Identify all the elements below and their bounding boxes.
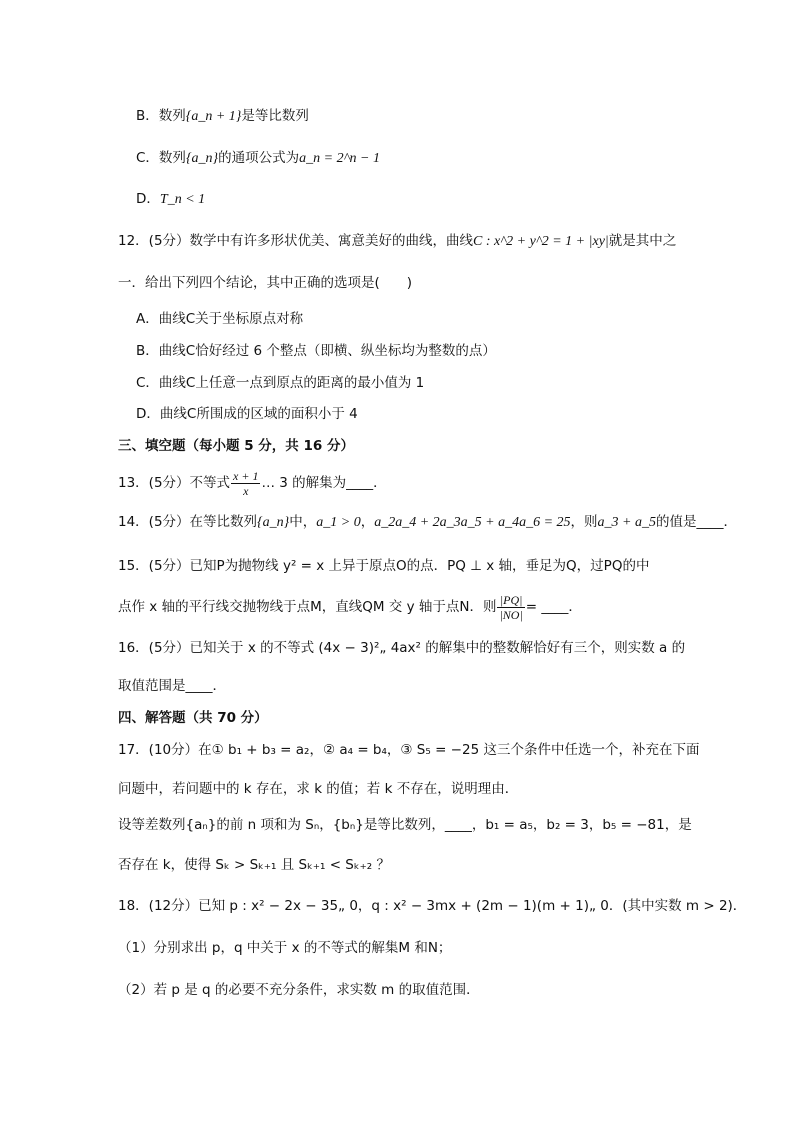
q11-option-b-prefix: B．数列 — [136, 108, 186, 124]
q15-fraction — [497, 593, 524, 622]
q13-prefix: 13．(5分）不等式 — [118, 475, 231, 491]
q12-stem-part1: 12．(5分）数学中有许多形状优美、寓意美好的曲线，曲线 — [118, 233, 474, 249]
q18-line3: （2）若 p 是 q 的必要不充分条件，求实数 m 的取值范围． — [118, 982, 480, 998]
q13-suffix: … 3 的解集为____． — [261, 475, 387, 491]
q14-math3: a_2a_4 + 2a_3a_5 + a_4a_6 = 25 — [374, 515, 571, 530]
q14-mid2: ， — [360, 514, 375, 530]
q11-option-c-prefix: C．数列 — [136, 150, 186, 166]
q15-fraction-denominator: |NO| — [499, 607, 523, 622]
q18-line2: （1）分别求出 p，q 中关于 x 的不等式的解集M 和N； — [118, 940, 452, 956]
q12-option-a: A．曲线C关于坐标原点对称 — [136, 311, 304, 327]
q11-option-c — [136, 148, 380, 169]
q13-line — [118, 468, 387, 498]
q14-math1: {a_n} — [257, 515, 290, 530]
q11-option-d-math: T_n < 1 — [159, 192, 206, 207]
q17-line3: 设等差数列{aₙ}的前 n 项和为 Sₙ，{bₙ}是等比数列，____，b₁ = a₅，b₂ = 3，b₅ = −81，是 — [118, 817, 692, 833]
q11-option-c-math1: {a_n} — [185, 151, 219, 166]
q17-line4: 否存在 k，使得 Sₖ > Sₖ₊₁ 且 Sₖ₊₁ < Sₖ₊₂ ？ — [118, 857, 390, 873]
q11-option-b-math: {a_n + 1} — [185, 109, 242, 124]
q15-line2-suffix: = ____． — [525, 599, 582, 615]
q14-line — [118, 512, 737, 533]
q13-fraction-numerator: x + 1 — [233, 468, 259, 483]
q15-line1: 15．(5分）已知P为抛物线 y² = x 上异于原点O的点．PQ ⊥ x 轴，垂足为Q，过PQ的中 — [118, 558, 650, 574]
q11-option-b — [136, 106, 309, 127]
q14-math4: a_3 + a_5 — [597, 515, 656, 530]
q12-option-c: C．曲线C上任意一点到原点的距离的最小值为 1 — [136, 375, 425, 391]
q12-stem-line1 — [118, 231, 676, 252]
section-4-title: 四、解答题（共 70 分） — [118, 710, 268, 726]
q13-fraction-denominator: x — [243, 483, 249, 498]
q15-line2 — [118, 590, 582, 624]
q12-stem-part2: 就是其中之 — [608, 233, 677, 249]
q15-line2-prefix: 点作 x 轴的平行线交抛物线于点M，直线QM 交 y 轴于点N．则 — [118, 599, 497, 615]
q16-line2: 取值范围是____． — [118, 678, 226, 694]
q11-option-b-suffix: 是等比数列 — [241, 108, 309, 124]
q11-option-d-prefix: D． — [136, 191, 160, 207]
q14-suffix: 的值是____． — [656, 514, 737, 530]
q13-fraction — [231, 469, 260, 498]
q12-stem-math: C : x^2 + y^2 = 1 + |xy| — [473, 234, 609, 249]
q12-stem-line2: 一．给出下列四个结论，其中正确的选项是( ) — [118, 275, 413, 291]
q15-fraction-numerator: |PQ| — [497, 593, 524, 608]
q17-line1: 17．(10分）在① b₁ + b₃ = a₂，② a₄ = b₄，③ S₅ = −25 这三个条件中任选一个，补充在下面 — [118, 742, 700, 758]
q11-option-c-math2: a_n = 2^n − 1 — [299, 151, 380, 166]
q14-mid3: ，则 — [570, 514, 598, 530]
section-3-title: 三、填空题（每小题 5 分，共 16 分） — [118, 438, 354, 454]
q14-math2: a_1 > 0 — [316, 515, 361, 530]
q18-line1: 18．(12分）已知 p : x² − 2x − 35„ 0，q : x² − 3mx + (2m − 1)(m + 1)„ 0．(其中实数 m > 2)． — [118, 898, 747, 914]
q14-prefix: 14．(5分）在等比数列 — [118, 514, 258, 530]
q17-line2: 问题中，若问题中的 k 存在，求 k 的值；若 k 不存在，说明理由． — [118, 781, 519, 797]
q16-line1: 16．(5分）已知关于 x 的不等式 (4x − 3)²„ 4ax² 的解集中的整数解恰好有三个，则实数 a 的 — [118, 640, 686, 656]
q11-option-c-mid: 的通项公式为 — [218, 150, 300, 166]
q12-option-d: D．曲线C所围成的区域的面积小于 4 — [136, 406, 358, 422]
q11-option-d — [136, 189, 205, 210]
q14-mid1: 中， — [289, 514, 317, 530]
q12-option-b: B．曲线C恰好经过 6 个整点（即横、纵坐标均为整数的点） — [136, 343, 496, 359]
